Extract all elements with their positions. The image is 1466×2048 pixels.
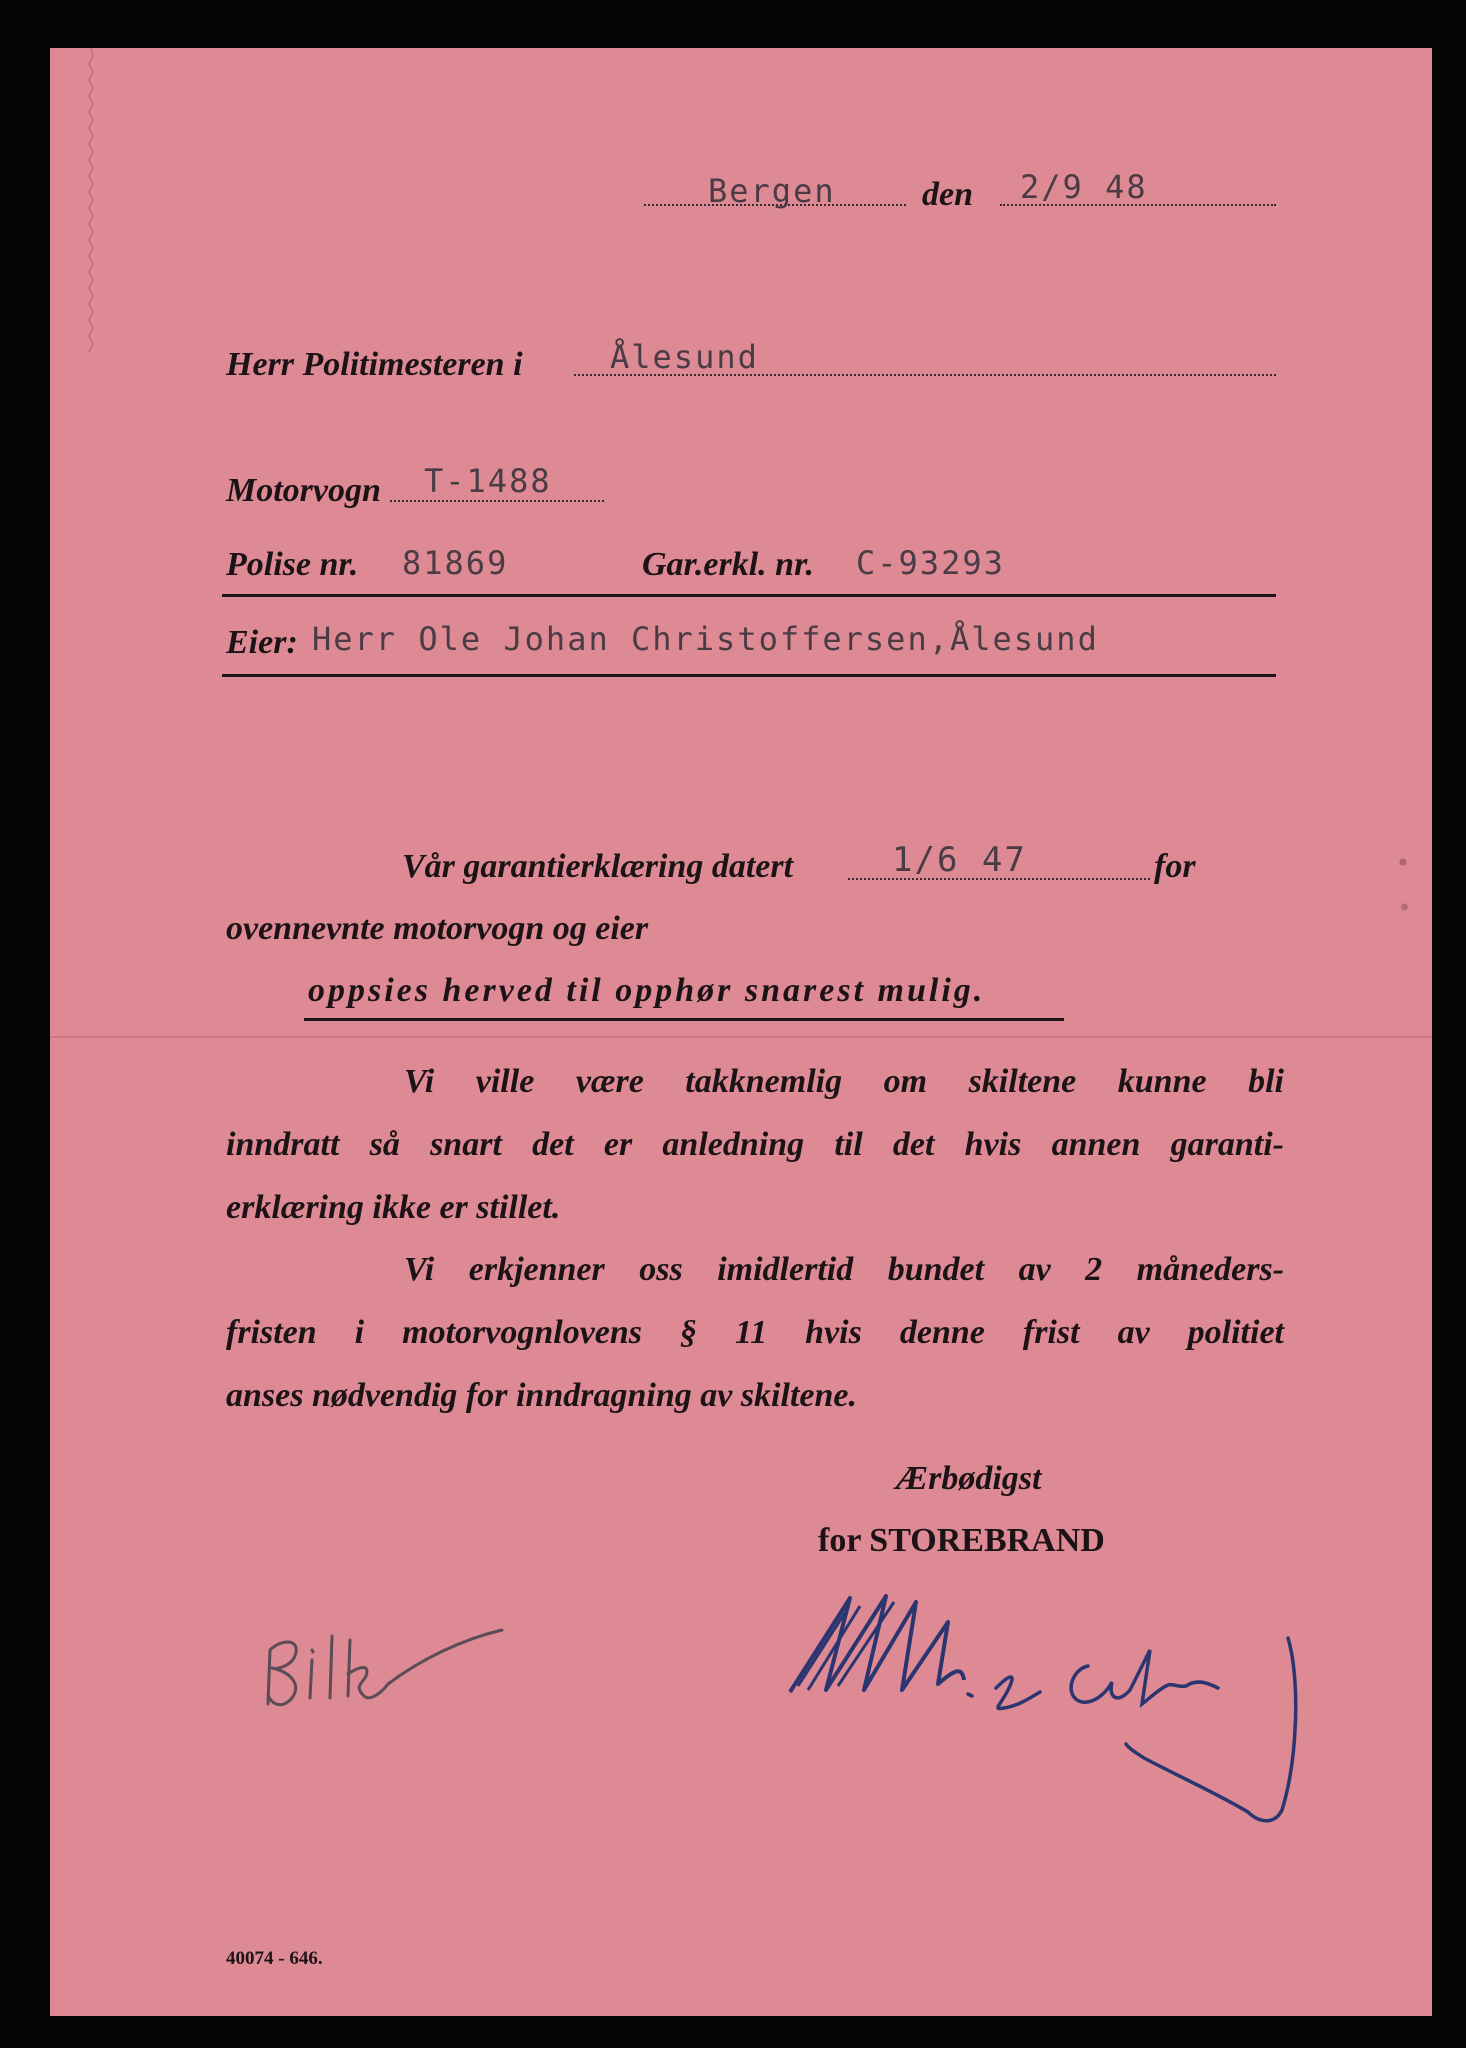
closing-company: for STOREBRAND xyxy=(818,1522,1105,1559)
termination-underline xyxy=(304,1018,1064,1021)
paragraph-2-line-1: Vi ville være takknemlig om skiltene kunne bli xyxy=(404,1063,1284,1100)
policy-label: Polise nr. xyxy=(226,546,359,583)
closing-greeting: Ærbødigst xyxy=(896,1460,1042,1497)
date-value: 2/9 48 xyxy=(1020,168,1148,206)
handwritten-note-bilk xyxy=(250,1580,510,1720)
paragraph-3-line-2: fristen i motorvognlovens § 11 hvis denne frist av politiet xyxy=(226,1314,1284,1351)
owner-underline xyxy=(222,674,1276,677)
body-line-2: ovennevnte motorvogn og eier xyxy=(226,910,649,947)
document-page xyxy=(50,48,1432,2016)
policy-underline xyxy=(222,594,1276,597)
guarantee-value: C-93293 xyxy=(856,544,1005,582)
paragraph-2-line-3: erklæring ikke er stillet. xyxy=(226,1189,561,1226)
addressee-city: Ålesund xyxy=(610,338,759,376)
vehicle-label: Motorvogn xyxy=(226,472,381,509)
addressee-label: Herr Politimesteren i xyxy=(226,346,523,383)
paragraph-3 xyxy=(226,1238,1284,1427)
guarantee-label: Gar.erkl. nr. xyxy=(642,546,814,583)
guarantee-line-end: for xyxy=(1154,848,1196,885)
guarantee-line-start: Vår garantierklæring datert xyxy=(402,848,794,885)
termination-text: oppsies herved til opphør snarest mulig. xyxy=(308,972,986,1009)
den-label: den xyxy=(922,176,973,213)
guarantee-date: 1/6 47 xyxy=(892,840,1027,880)
paragraph-3-line-3: anses nødvendig for inndragning av skiltene. xyxy=(226,1377,857,1414)
vehicle-dotted-line xyxy=(390,500,604,502)
place-value: Bergen xyxy=(708,172,836,210)
owner-value: Herr Ole Johan Christoffersen,Ålesund xyxy=(312,620,1099,658)
owner-label: Eier: xyxy=(226,624,298,661)
vehicle-value: T-1488 xyxy=(424,462,552,500)
paragraph-2 xyxy=(226,1050,1284,1239)
paragraph-2-line-2: inndratt så snart det er anledning til det hvis annen garanti- xyxy=(226,1126,1284,1163)
perforated-edge xyxy=(88,48,94,2016)
policy-value: 81869 xyxy=(402,544,509,582)
signature xyxy=(778,1558,1348,1858)
paragraph-3-line-1: Vi erkjenner oss imidlertid bundet av 2 måneders- xyxy=(404,1251,1284,1288)
form-number: 40074 - 646. xyxy=(226,1948,323,1969)
edge-marks xyxy=(1396,844,1410,934)
